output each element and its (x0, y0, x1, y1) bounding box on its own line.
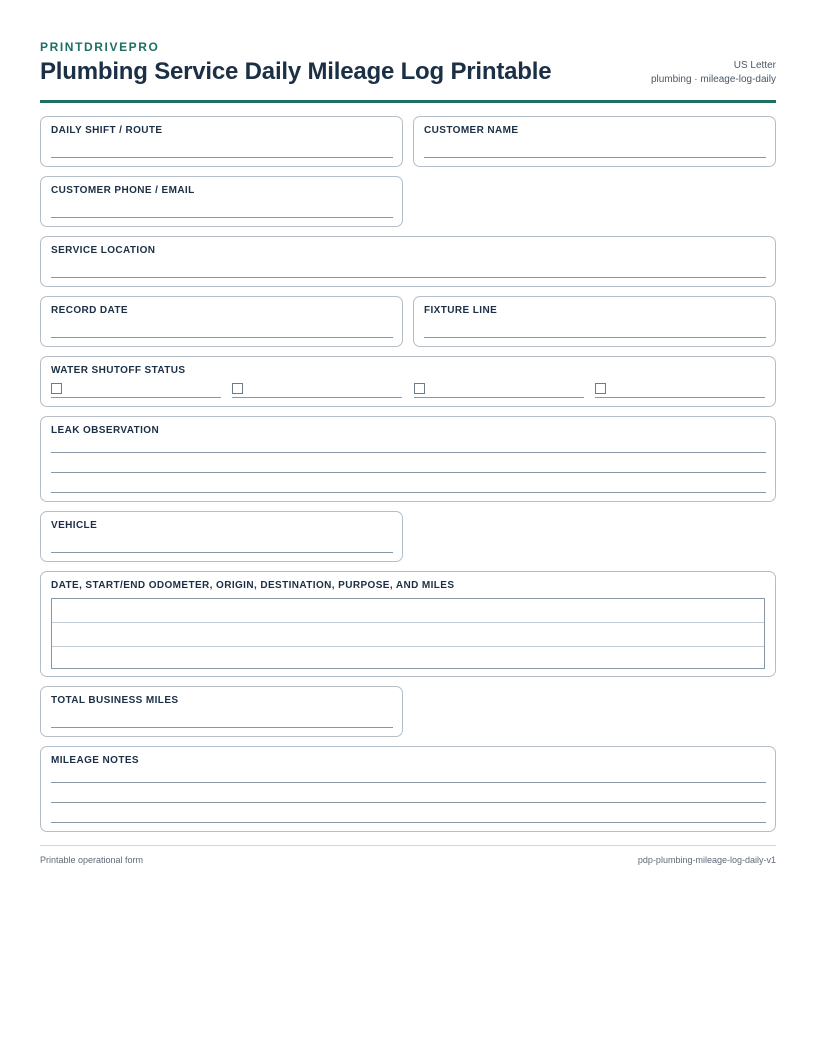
mileage-notes-line-1[interactable] (51, 782, 766, 783)
total-business-miles-field (40, 686, 403, 737)
trip-log-label: DATE, START/END ODOMETER, ORIGIN, DESTINATION, PURPOSE, AND MILES (51, 580, 455, 591)
service-location-input-line[interactable] (51, 277, 766, 278)
trip-log-field (40, 571, 776, 677)
mileage-notes-label: MILEAGE NOTES (51, 755, 139, 766)
record-date-label: RECORD DATE (51, 305, 128, 316)
form-id: pdp-plumbing-mileage-log-daily-v1 (637, 855, 776, 865)
vehicle-label: VEHICLE (51, 520, 98, 531)
water-shutoff-option[interactable] (51, 383, 221, 398)
service-location-field (40, 236, 776, 287)
daily-shift-route-input-line[interactable] (51, 157, 393, 158)
customer-name-input-line[interactable] (424, 157, 766, 158)
checkbox-1[interactable] (51, 383, 62, 394)
water-shutoff-option[interactable] (595, 383, 765, 398)
leak-observation-field (40, 416, 776, 502)
customer-name-field (413, 116, 776, 167)
checkbox-4[interactable] (595, 383, 606, 394)
customer-name-label: CUSTOMER NAME (424, 125, 519, 136)
record-date-input-line[interactable] (51, 337, 393, 338)
record-date-field (40, 296, 403, 347)
total-business-miles-label: TOTAL BUSINESS MILES (51, 695, 179, 706)
mileage-notes-field (40, 746, 776, 832)
leak-observation-line-3[interactable] (51, 492, 766, 493)
form-footer (40, 845, 776, 865)
leak-observation-line-1[interactable] (51, 452, 766, 453)
table-row-divider (52, 622, 764, 623)
leak-observation-line-2[interactable] (51, 472, 766, 473)
customer-phone-email-label: CUSTOMER PHONE / EMAIL (51, 185, 195, 196)
form-meta (651, 59, 776, 87)
trip-log-table (51, 598, 765, 669)
fixture-line-label: FIXTURE LINE (424, 305, 498, 316)
page-title: Plumbing Service Daily Mileage Log Printable (40, 58, 552, 85)
leak-observation-label: LEAK OBSERVATION (51, 425, 160, 436)
water-shutoff-option[interactable] (232, 383, 402, 398)
total-business-miles-input-line[interactable] (51, 727, 393, 728)
mileage-notes-line-3[interactable] (51, 822, 766, 823)
form-header (40, 40, 776, 103)
service-location-label: SERVICE LOCATION (51, 245, 156, 256)
water-shutoff-options (51, 383, 766, 399)
fixture-line-input-line[interactable] (424, 337, 766, 338)
customer-phone-email-input-line[interactable] (51, 217, 393, 218)
table-row-divider (52, 646, 764, 647)
footer-description: Printable operational form (40, 855, 144, 865)
water-shutoff-option[interactable] (414, 383, 584, 398)
form-tags: plumbing · mileage-log-daily (650, 74, 776, 85)
daily-shift-route-label: DAILY SHIFT / ROUTE (51, 125, 163, 136)
fixture-line-field (413, 296, 776, 347)
daily-shift-route-field (40, 116, 403, 167)
brand-name: PRINTDRIVEPRO (40, 40, 160, 54)
water-shutoff-status-label: WATER SHUTOFF STATUS (51, 365, 186, 376)
checkbox-3[interactable] (414, 383, 425, 394)
form-page (40, 40, 776, 766)
vehicle-input-line[interactable] (51, 552, 393, 553)
checkbox-2[interactable] (232, 383, 243, 394)
customer-phone-email-field (40, 176, 403, 227)
water-shutoff-status-field (40, 356, 776, 407)
mileage-notes-line-2[interactable] (51, 802, 766, 803)
paper-size: US Letter (733, 60, 776, 71)
vehicle-field (40, 511, 403, 562)
